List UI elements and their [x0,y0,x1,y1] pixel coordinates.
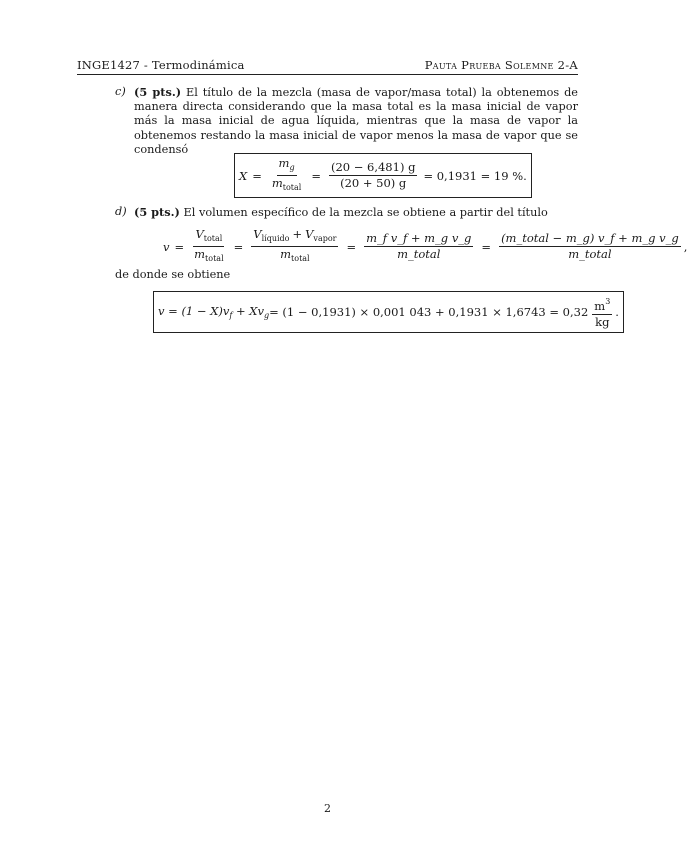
fraction-masses: $\frac{(20 - 6,481) g}{(20 + 50) g}$ [330,160,416,190]
fraction-v-total: $\frac{V_{total}}{m_{total}}$ [194,227,224,263]
item-c-text: El título de la mezcla (masa de vapor/masa total) la obtenemos de manera directa considerando que la masa total es la masa inicial de vapor más la masa inicial de agua líquida, mientras que la masa de vapor la obtenemos restando la masa inicial de vapor menos la masa de vapor que se condensó [134,86,578,156]
equation-title-x: X = $\frac{m_g}{m_{total}}$ = $\frac{(20 - 6,481) g}{(20 + 50) g}$ = 0,1931 = 19 %. [234,153,532,198]
item-d-text: El volumen específico de la mezcla se obtiene a partir del título [183,206,548,219]
fraction-units: $\frac{m^3}{kg}$ [594,297,611,329]
item-d-points: (5 pts.) [134,205,180,219]
equation-final-volume: $v = (1 - X)v_f + Xv_g$ = (1 − 0,1931) × 0,001 043 + 0,1931 × 1,6743 = 0,32 $\frac{m^3}{kg}$ . [153,291,624,333]
fraction-v-liquid-vapor: $\frac{V_{líquido} + V_{vapor}}{m_{total}}$ [253,227,337,263]
item-c-label: c) [115,85,126,98]
equation-specific-volume: v = $\frac{V_{total}}{m_{total}}$ = $\frac{V_{líquido} + V_{vapor}}{m_{total}}$ = $\frac{\text{m\_f v\_f + m\_g v\_g}}{\text{m\_total}}$ = $\frac{\text{(m\_total − m\_g) v\_f + m\_g v\_g}}{\text{m\_total}}$ [163,227,679,263]
item-d-label: d) [115,205,127,218]
eq-x-result: = 0,1931 = 19 %. [423,168,527,183]
item-d [115,205,578,220]
item-c [115,85,578,157]
document-title: Pauta Prueba Solemne 2-A [424,58,578,72]
fraction-mg-mtotal: $\frac{m_g}{m_{total}}$ [271,156,302,192]
fraction-mtotal-mg: $\frac{\text{(m\_total − m\_g) v\_f + m\_g v\_g}}{\text{m\_total}}$ [501,231,679,261]
de-donde-text: de donde se obtiene [115,268,231,281]
page-number: 2 [324,802,331,815]
final-eq-numbers: = (1 − 0,1931) × 0,001 043 + 0,1931 × 1,6743 = 0,32 [269,305,589,319]
course-code: INGE1427 - Termodinámica [77,58,245,72]
fraction-mf-mg: $\frac{\text{m\_f v\_f + m\_g v\_g}}{\text{m\_total}}$ [366,231,472,261]
eq-x-symbol: X [239,168,248,183]
item-c-points: (5 pts.) [134,85,182,99]
running-header [77,58,578,75]
